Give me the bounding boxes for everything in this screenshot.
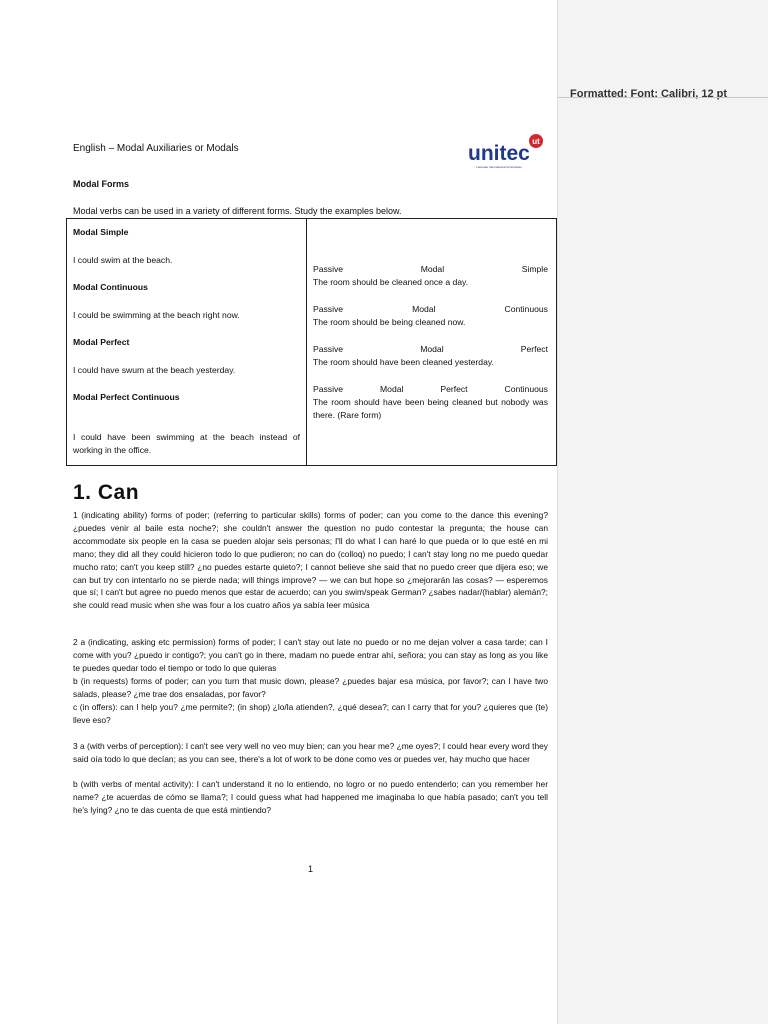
modal-perfect-label: Modal Perfect (73, 337, 130, 347)
passive-perfect-block (313, 343, 548, 369)
passive-perfect-label: Passive Modal Perfect (313, 344, 548, 354)
modal-continuous-label: Modal Continuous (73, 282, 148, 292)
can-paragraph-permission: 2 a (indicating, asking etc permission) forms of poder; I can't stay out late no puedo or no me dejan volver a casa tarde; can I come with you? ¿puedo ir contigo?; you can't go in there, madam no puede entrar ahí, señora; you can stay as long as you like te puedes quedar todo el tiempo or todo lo que quieras (73, 637, 548, 673)
passive-perfect-continuous-example: The room should have been being cleaned but nobody was there. (Rare form) (313, 397, 548, 420)
passive-simple-block (313, 263, 548, 289)
can-paragraph-requests: b (in requests) forms of poder; can you turn that music down, please? ¿puedes bajar esa música, por favor?; can I have two salads, please? ¿me trae dos ensaladas, por favor? (73, 676, 548, 699)
passive-continuous-block (313, 303, 548, 329)
passive-continuous-example: The room should be being cleaned now. (313, 317, 466, 327)
modal-perfect-continuous-example: I could have been swimming at the beach instead of working in the office. (73, 432, 300, 455)
can-paragraph-offers: c (in offers): can I help you? ¿me permite?; (in shop) ¿lo/la atienden?, ¿qué desea?; can I carry that for you? ¿quieres que (te) lleve eso? (73, 702, 548, 725)
modal-simple-label: Modal Simple (73, 227, 129, 237)
passive-perfect-continuous-label: Passive Modal Perfect Continuous (313, 384, 548, 394)
modal-forms-title: Modal Forms (73, 179, 130, 189)
modal-perfect-continuous-label: Modal Perfect Continuous (73, 392, 180, 402)
passive-perfect-example: The room should have been cleaned yesterday. (313, 357, 494, 367)
svg-text:ut: ut (532, 137, 540, 146)
modal-forms-intro: Modal verbs can be used in a variety of different forms. Study the examples below. (73, 206, 402, 216)
passive-forms-cell (307, 219, 557, 466)
modal-simple-example: I could swim at the beach. (73, 255, 173, 265)
active-forms-cell (67, 219, 307, 466)
page-number: 1 (308, 864, 314, 874)
unitec-logo (467, 131, 551, 171)
modal-forms-table (66, 218, 557, 466)
svg-text:Laureate International Univers: Laureate International Universities (476, 165, 522, 169)
can-paragraph-mental-activity: b (with verbs of mental activity): I can't understand it no lo entiendo, no logro or no puedo entenderlo; can you remember her name? ¿te acuerdas de cómo se llama?; I could guess what had happened me imaginaba lo que había pasado; can't you tell he's lying? ¿no te das cuenta de que está mintiendo? (73, 779, 548, 815)
comments-pane[interactable] (557, 0, 768, 1024)
comment-divider (558, 97, 768, 98)
passive-continuous-label: Passive Modal Continuous (313, 304, 548, 314)
document-header-title: English – Modal Auxiliaries or Modals (73, 143, 239, 154)
passive-perfect-continuous-block (313, 383, 548, 422)
passive-simple-label: Passive Modal Simple (313, 264, 548, 274)
can-paragraph-ability: 1 (indicating ability) forms of poder; (referring to particular skills) forms of poder; can you come to the dance this evening? ¿puedes venir al baile esta noche?; she couldn't answer the question no pudo contestar la pregunta; the house can accommodate six people en la casa se pueden alojar seis personas; I'll do what I can haré lo que pueda or lo que esté en mi mano; they did all they could hicieron todo lo que pudieron; no can do (colloq) no puedo; I can't stay long no me puedo quedar mucho rato; can't you keep still? ¿no puedes estarte quieto?; I cannot believe she said that no puedo creer que dijera eso; we can but try con intentarlo no se pierde nada; will things improve? — we can but hope so ¿mejorarán las cosas? — esperemos que sí; I can't but agree no puedo menos que estar de acuerdo; can you swim/speak German? ¿sabes nadar/(hablar) alemán?; she could read music when she was four a los cuatro años ya sabía leer música (73, 510, 548, 611)
modal-perfect-example: I could have swum at the beach yesterday. (73, 365, 236, 375)
formatting-comment[interactable]: Formatted: Font: Calibri, 12 pt (570, 88, 728, 100)
can-paragraph-perception: 3 a (with verbs of perception): I can't see very well no veo muy bien; can you hear me? ¿me oyes?; I could hear every word they said oía todo lo que decían; as you can see, there's a lot of work to be done como ves or puedes ver, hay mucho que hacer (73, 741, 548, 764)
passive-simple-example: The room should be cleaned once a day. (313, 277, 469, 287)
section-heading-can: 1. Can (73, 481, 140, 504)
modal-continuous-example: I could be swimming at the beach right now. (73, 310, 240, 320)
svg-text:unitec: unitec (468, 142, 530, 165)
